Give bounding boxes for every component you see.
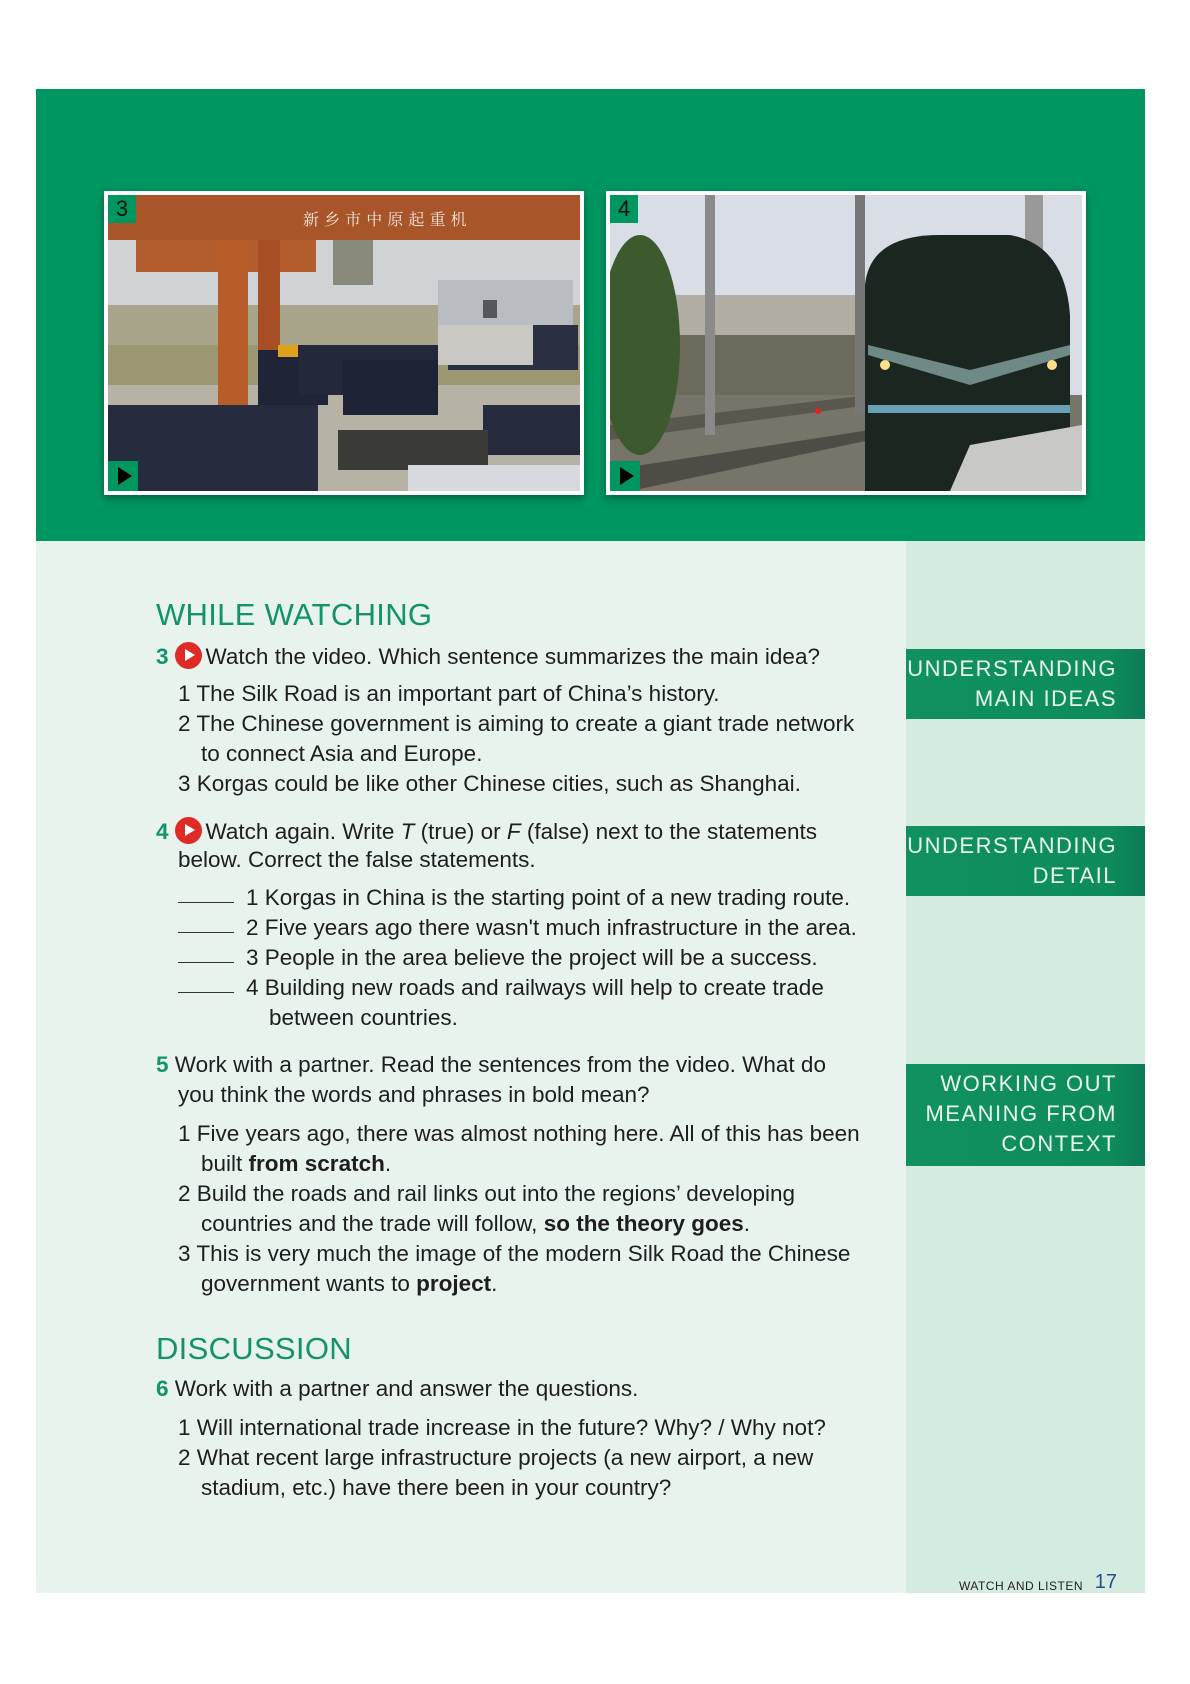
answer-blank[interactable] (178, 962, 234, 963)
skill-tag-line: MEANING FROM (925, 1101, 1117, 1126)
video-banner (36, 89, 1145, 541)
statement-row (178, 945, 818, 971)
train-image (610, 195, 1082, 491)
item-number: 2 (178, 1181, 191, 1206)
container-yard-image (108, 195, 580, 491)
item-text: Five years ago, there was almost nothing here. All of this has been (196, 1121, 860, 1146)
skill-tag-line: UNDERSTANDING (907, 833, 1117, 858)
exercise-4-prompt (156, 817, 817, 845)
list-item-continued: stadium, etc.) have there been in your country? (201, 1475, 672, 1500)
bold-phrase: from scratch (248, 1151, 385, 1176)
list-item-continued (201, 1151, 391, 1177)
item-text: Building new roads and railways will help to create trade (264, 975, 824, 1000)
item-text: Five years ago there wasn't much infrastructure in the area. (264, 915, 857, 940)
item-text: The Chinese government is aiming to create a giant trade network (196, 711, 855, 736)
item-number: 1 (178, 681, 191, 706)
video-still-image (108, 195, 580, 491)
answer-blank[interactable] (178, 992, 234, 993)
exercise-5-prompt-line2: you think the words and phrases in bold mean? (178, 1082, 650, 1107)
item-text: The Silk Road is an important part of China’s history. (196, 681, 720, 706)
prompt-text: Watch the video. Which sentence summarizes the main idea? (205, 644, 820, 669)
list-item (178, 681, 720, 707)
item-number: 3 (178, 1241, 191, 1266)
video-still-image (610, 195, 1082, 491)
exercise-number: 5 (156, 1052, 169, 1077)
play-icon[interactable] (610, 461, 640, 491)
video-still-3[interactable] (104, 191, 584, 495)
list-item-continued (201, 1271, 497, 1297)
photo-number-badge: 3 (108, 195, 136, 223)
skill-tag-context (906, 1064, 1145, 1166)
video-icon[interactable] (175, 817, 202, 844)
list-item (178, 1121, 860, 1147)
page-number: 17 (1094, 1571, 1117, 1593)
item-text: countries and the trade will follow, (201, 1211, 544, 1236)
skill-tag-detail (906, 826, 1145, 896)
item-text: Build the roads and rail links out into the regions’ developing (196, 1181, 796, 1206)
section-heading-discussion: DISCUSSION (156, 1331, 352, 1366)
item-text: built (201, 1151, 249, 1176)
footer-section-label: WATCH AND LISTEN (958, 1579, 1083, 1593)
exercise-4-prompt-line2: below. Correct the false statements. (178, 847, 536, 872)
play-icon[interactable] (108, 461, 138, 491)
skill-tag-line: DETAIL (1032, 863, 1117, 888)
list-item (178, 1181, 795, 1207)
skill-tag-line: CONTEXT (1001, 1131, 1117, 1156)
exercise-number: 4 (156, 819, 169, 844)
section-heading-while-watching: WHILE WATCHING (156, 597, 433, 632)
item-text: What recent large infrastructure projects (a new airport, a new (196, 1445, 814, 1470)
page-panel (36, 89, 1145, 1593)
statement-row (178, 915, 857, 941)
list-item (178, 1241, 850, 1267)
video-icon[interactable] (175, 642, 202, 669)
photo-number-badge: 4 (610, 195, 638, 223)
list-item (178, 771, 801, 797)
exercise-number: 3 (156, 644, 169, 669)
item-number: 2 (178, 1445, 191, 1470)
prompt-text: Work with a partner and answer the questions. (174, 1376, 639, 1401)
item-text: Will international trade increase in the future? Why? / Why not? (196, 1415, 826, 1440)
answer-blank[interactable] (178, 932, 234, 933)
answer-blank[interactable] (178, 902, 234, 903)
skill-tag-line: UNDERSTANDING (907, 656, 1117, 681)
exercise-3-prompt (156, 642, 820, 670)
item-number: 1 (246, 885, 259, 910)
prompt-italic: F (506, 819, 521, 844)
item-number: 3 (178, 771, 191, 796)
item-number: 3 (246, 945, 259, 970)
skill-tag-line: WORKING OUT (940, 1071, 1117, 1096)
item-number: 4 (246, 975, 259, 1000)
bold-phrase: so the theory goes (543, 1211, 744, 1236)
list-item (178, 711, 854, 737)
item-text: Korgas in China is the starting point of a new trading route. (264, 885, 851, 910)
exercise-number: 6 (156, 1376, 169, 1401)
exercise-6-prompt (156, 1376, 638, 1402)
item-number: 1 (178, 1415, 191, 1440)
list-item-continued (201, 1211, 750, 1237)
item-text: . (384, 1151, 392, 1176)
prompt-text: Work with a partner. Read the sentences from the video. What do (174, 1052, 826, 1077)
crane-banner-text: 新 乡 市 中 原 起 重 机 (303, 210, 467, 229)
list-item-continued: to connect Asia and Europe. (201, 741, 483, 766)
item-text: government wants to (201, 1271, 417, 1296)
statement-row (178, 975, 824, 1001)
prompt-italic: T (400, 819, 415, 844)
bold-phrase: project (416, 1271, 492, 1296)
prompt-text: Watch again. Write (205, 819, 401, 844)
prompt-text: (false) next to the statements (520, 819, 818, 844)
skill-tag-main-ideas (906, 649, 1145, 719)
item-number: 2 (246, 915, 259, 940)
item-number: 1 (178, 1121, 191, 1146)
prompt-text: (true) or (414, 819, 507, 844)
list-item (178, 1445, 813, 1471)
item-text: Korgas could be like other Chinese cities, such as Shanghai. (196, 771, 801, 796)
statement-row (178, 885, 850, 911)
item-text: . (743, 1211, 750, 1236)
statement-continued: between countries. (269, 1005, 458, 1030)
skill-tag-line: MAIN IDEAS (974, 686, 1117, 711)
item-text: . (491, 1271, 498, 1296)
item-text: People in the area believe the project will be a success. (264, 945, 818, 970)
video-still-4[interactable] (606, 191, 1086, 495)
item-number: 2 (178, 711, 191, 736)
item-text: This is very much the image of the modern Silk Road the Chinese (196, 1241, 851, 1266)
list-item (178, 1415, 826, 1441)
exercise-5-prompt (156, 1052, 826, 1078)
